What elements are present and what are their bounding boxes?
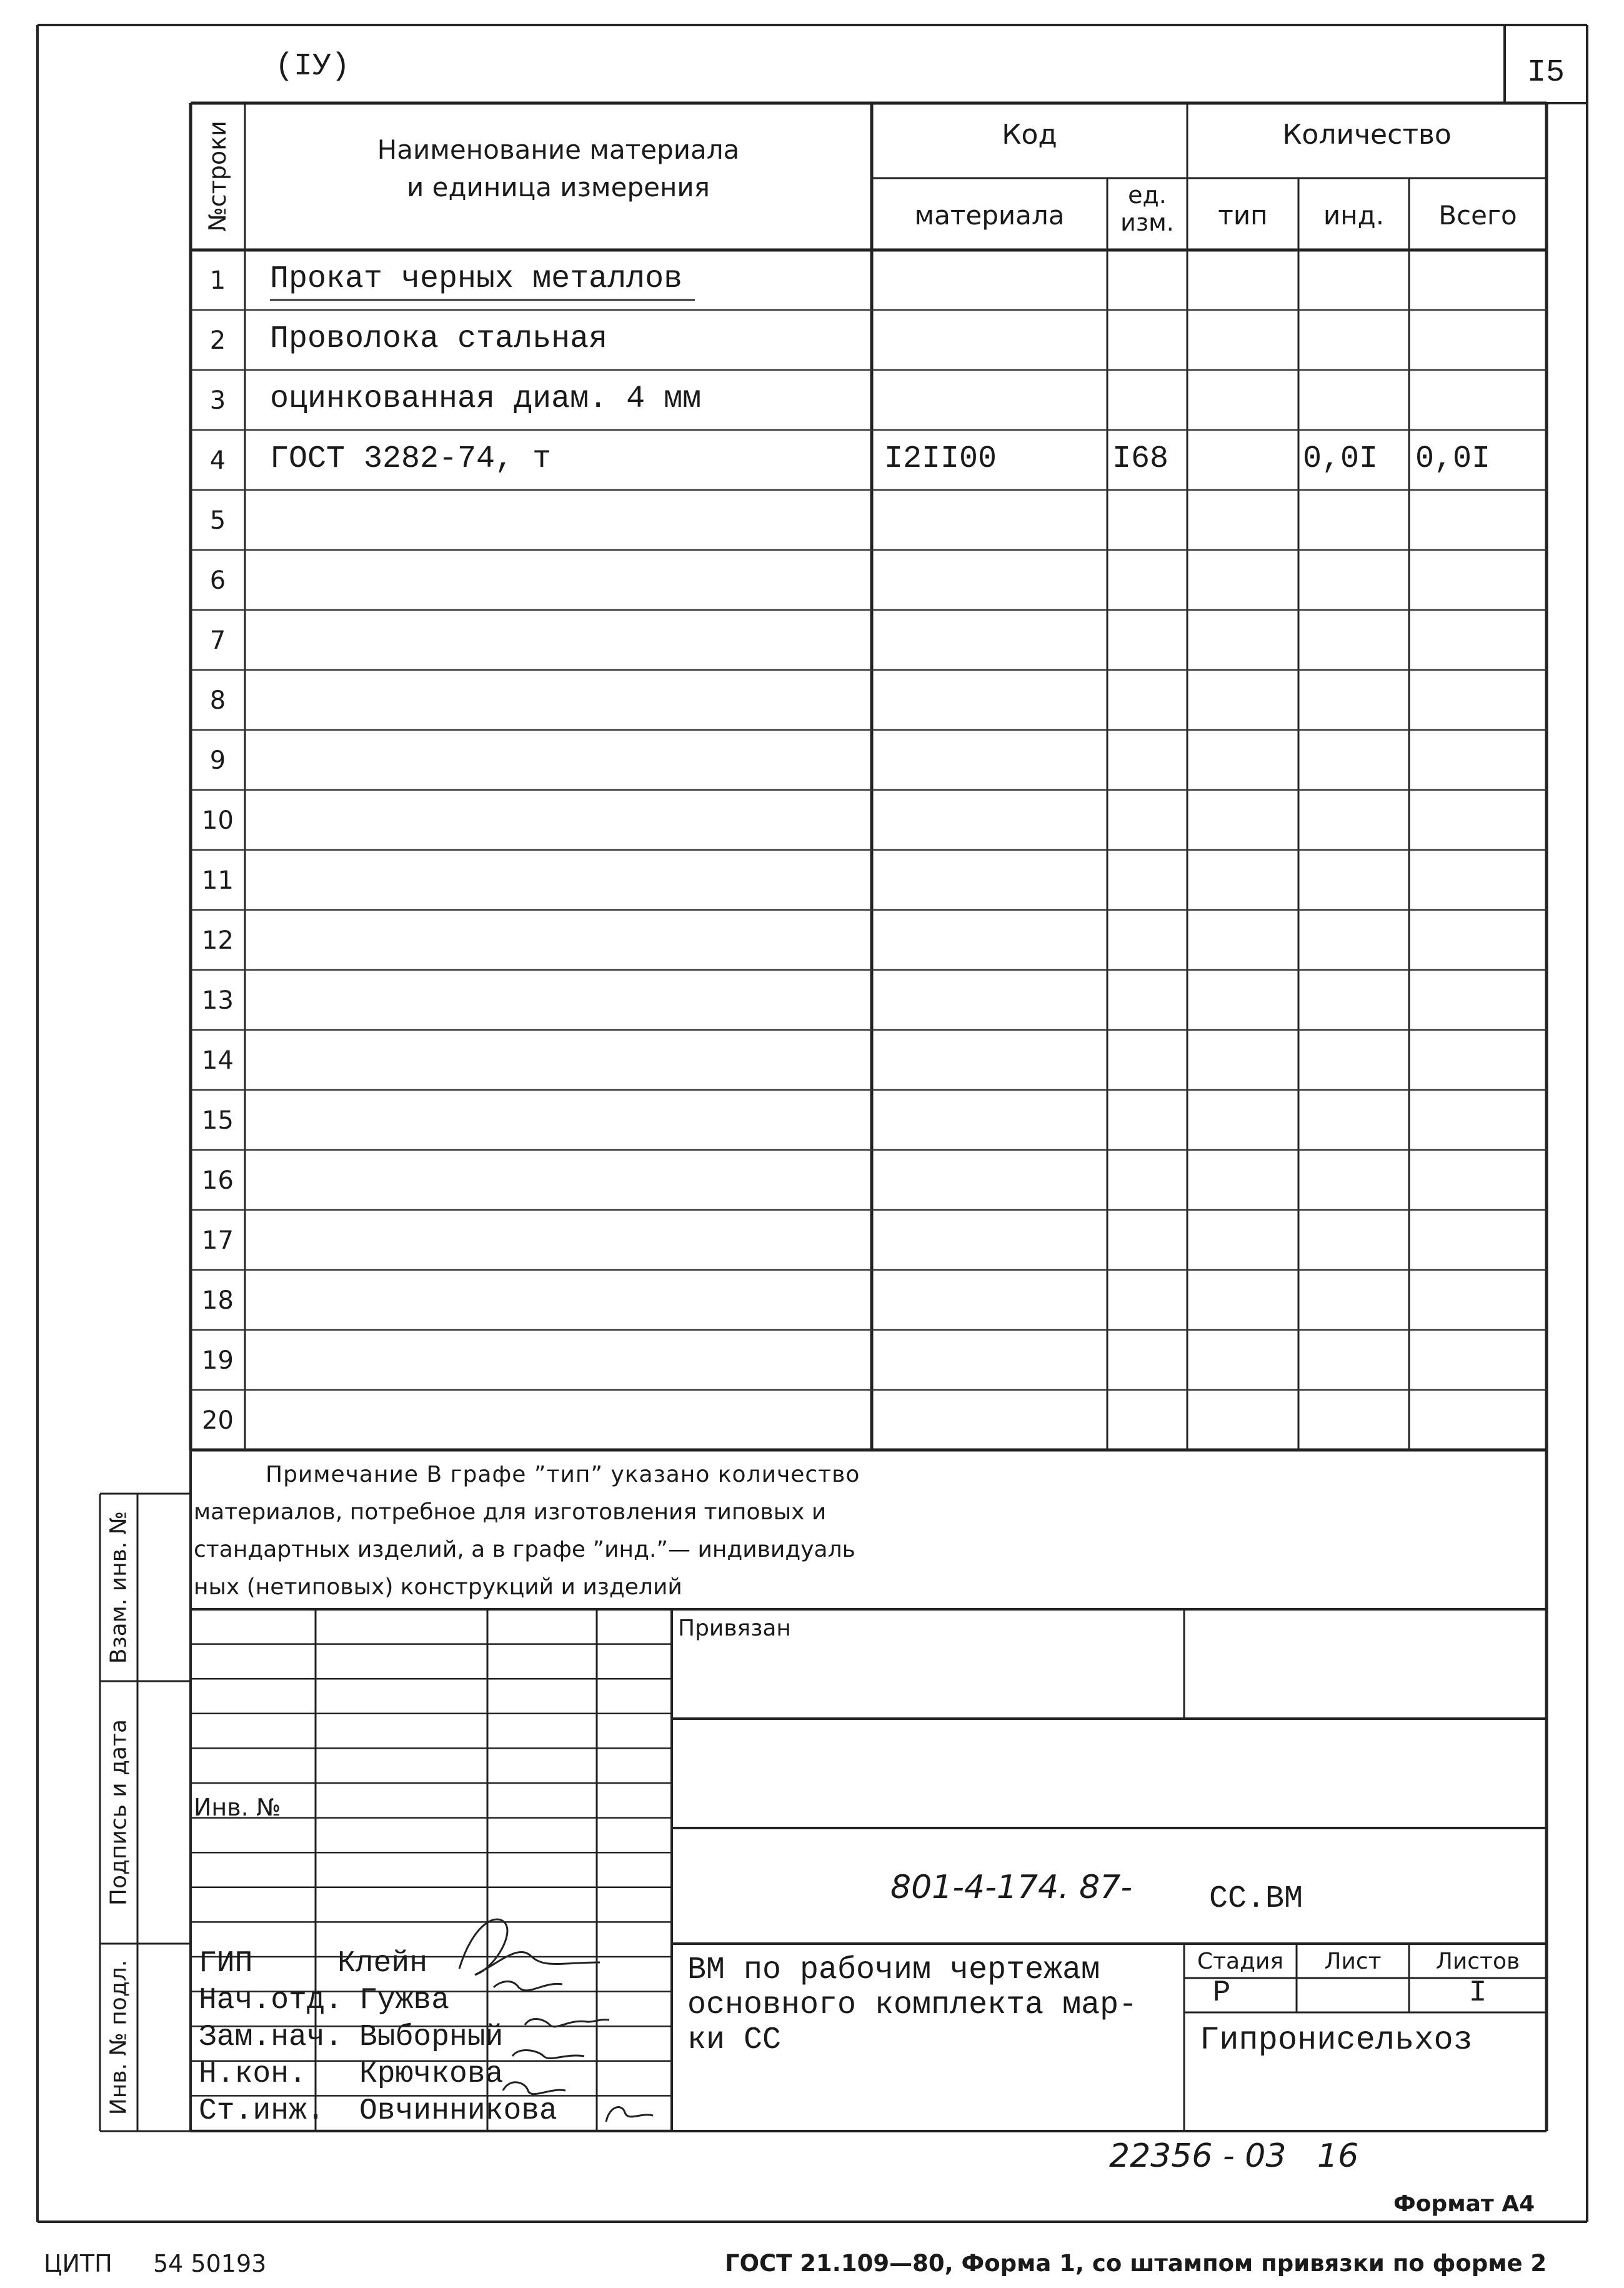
signer-role: Н.кон. [199, 2057, 307, 2091]
note-line-1: Примечание В графе ”тип” указано количество [266, 1462, 860, 1487]
archive-number: 22356 - 03 16 [1109, 2137, 1359, 2175]
sheet-label: Лист [1324, 1949, 1382, 1974]
header-row-number: №строки [204, 121, 231, 232]
signer-role: ГИП [199, 1947, 253, 1981]
row-qty-total: 0,0I [1415, 441, 1491, 477]
header-code: Код [1002, 119, 1057, 151]
row-material-name: Прокат черных металлов [270, 261, 683, 297]
row-number: 2 [209, 326, 226, 355]
margin-inv-podl: Инв. № подл. [106, 1959, 132, 2116]
sheets-label: Листов [1435, 1949, 1520, 1974]
margin-vzam: Взам. инв. № [106, 1511, 132, 1664]
row-number: 17 [202, 1226, 234, 1255]
row-number: 9 [209, 746, 226, 775]
row-number: 1 [209, 266, 226, 295]
signer-name: Овчинникова [359, 2094, 557, 2128]
row-number: 20 [202, 1406, 234, 1435]
note-line-2: материалов, потребное для изготовления типовых и [194, 1499, 827, 1525]
organization-name: Гипронисельхоз [1200, 2022, 1473, 2059]
note [194, 1456, 1256, 1606]
row-number: 8 [209, 686, 226, 715]
section-mark: (IУ) [275, 49, 351, 84]
signer-name: Клейн [337, 1947, 428, 1981]
footer-left-code: 54 50193 [153, 2250, 267, 2277]
note-line-4: ных (нетиповых) конструкций и изделий [194, 1574, 682, 1600]
row-number: 4 [209, 446, 226, 475]
row-material-code: I2II00 [884, 441, 997, 477]
row-number: 3 [209, 386, 226, 415]
row-number: 13 [202, 986, 234, 1015]
row-number: 6 [209, 566, 226, 595]
row-number: 14 [202, 1046, 234, 1075]
row-material-name: Проволока стальная [270, 321, 608, 357]
document-code-handwritten: 801-4-174. 87- [890, 1869, 1133, 1906]
header-material: материала [914, 200, 1065, 231]
document-code-mark: СС.ВМ [1209, 1881, 1303, 1917]
margin-podpis: Подпись и дата [106, 1719, 132, 1906]
footer-left-org: ЦИТП [44, 2250, 112, 2277]
header-type: тип [1218, 200, 1268, 231]
header-total: Всего [1438, 200, 1517, 231]
header-unit: ед. изм. [1120, 181, 1174, 236]
sheets-value: I [1468, 1976, 1487, 2010]
row-number: 12 [202, 926, 234, 955]
stage-label: Стадия [1197, 1949, 1284, 1974]
footer-gost: ГОСТ 21.109—80, Форма 1, со штампом привязки по форме 2 [725, 2250, 1547, 2277]
header-material-name: Наименование материала и единица измерения [377, 134, 740, 202]
row-number: 16 [202, 1166, 234, 1195]
row-number: 15 [202, 1106, 234, 1135]
row-number: 19 [202, 1346, 234, 1375]
row-material-name: оцинкованная диам. 4 мм [270, 381, 702, 417]
signer-role: Нач.отд. [199, 1984, 343, 2017]
row-qty-ind: 0,0I [1303, 441, 1378, 477]
inv-no-label: Инв. № [194, 1794, 281, 1821]
stage-value: Р [1212, 1976, 1231, 2010]
row-unit-code: I68 [1112, 441, 1169, 477]
row-number: 11 [202, 866, 234, 895]
row-number: 18 [202, 1286, 234, 1315]
signer-name: Крючкова [359, 2057, 504, 2091]
row-number: 7 [209, 626, 226, 655]
header-quantity: Количество [1282, 119, 1452, 151]
page-number: I5 [1527, 55, 1565, 91]
header-ind: инд. [1323, 200, 1385, 231]
row-number: 5 [209, 506, 226, 535]
row-number: 10 [202, 806, 234, 835]
row-material-name: ГОСТ 3282-74, т [270, 441, 552, 477]
signer-role: Зам.нач. [199, 2021, 343, 2054]
drawing-title: ВМ по рабочим чертежам основного комплекта мар- ки СС [687, 1952, 1138, 2058]
privyazan-label: Привязан [678, 1616, 791, 1641]
signer-role: Ст.инж. [199, 2094, 325, 2128]
format-label: Формат А4 [1393, 2191, 1535, 2217]
signer-name: Гужва [359, 1984, 450, 2017]
note-line-3: стандартных изделий, а в графе ”инд.”— индивидуаль [194, 1537, 855, 1562]
signer-name: Выборный [359, 2021, 504, 2054]
